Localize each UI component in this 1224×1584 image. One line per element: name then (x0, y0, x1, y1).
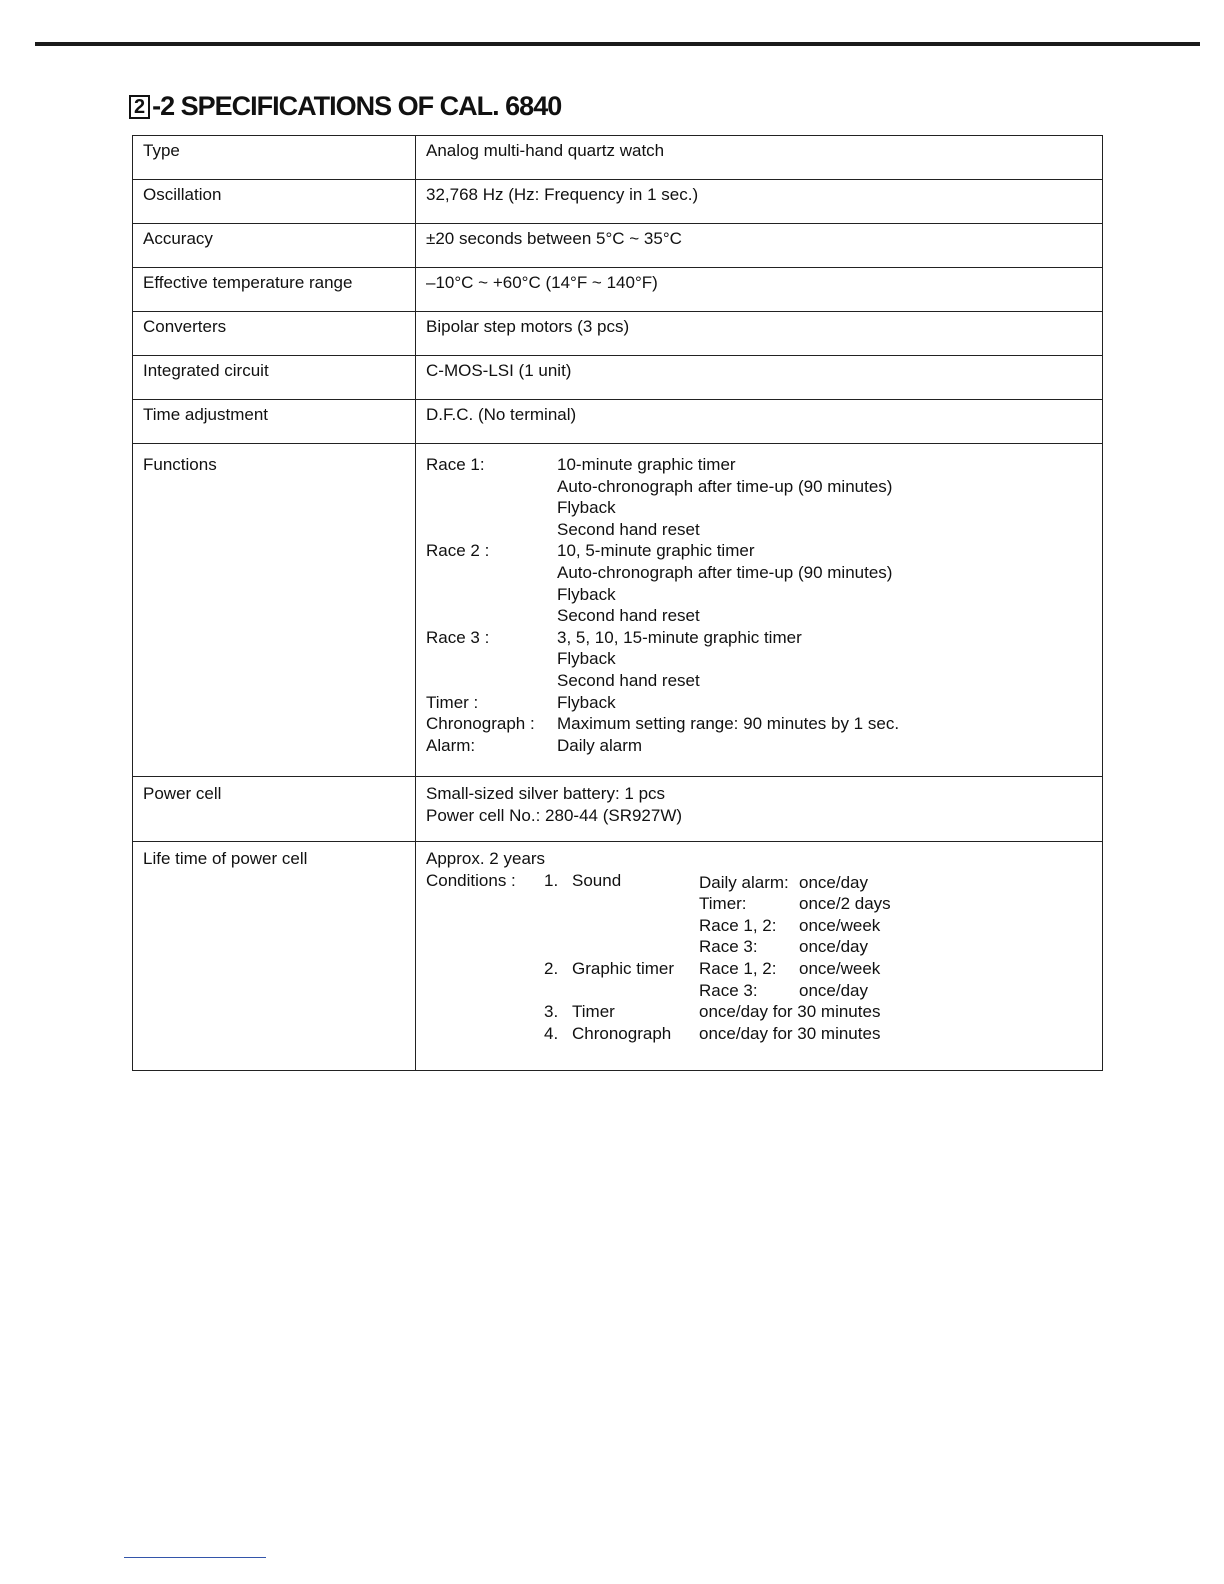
power-cell-line: Small-sized silver battery: 1 pcs (426, 784, 666, 803)
spec-label: Life time of power cell (133, 842, 416, 1071)
spec-label: Oscillation (133, 180, 416, 224)
condition-frequency: once/week (799, 915, 881, 935)
condition-target: Race 1, 2: (699, 915, 777, 935)
spec-row-temperature (133, 268, 1103, 312)
spec-label: Functions (133, 444, 416, 777)
function-item: 10-minute graphic timer (557, 455, 736, 474)
function-group-label: Race 2 : (426, 541, 490, 561)
function-group-label: Race 3 : (426, 627, 490, 647)
condition-name: Timer (572, 1002, 615, 1022)
condition-target: Race 3: (699, 937, 758, 957)
function-item: Second hand reset (557, 519, 700, 539)
condition-frequency: once/day for 30 minutes (699, 1023, 881, 1043)
spec-value: Bipolar step motors (3 pcs) (416, 312, 1103, 356)
spec-row-type (133, 136, 1103, 180)
condition-frequency: once/day (799, 872, 868, 892)
spec-value (416, 777, 1103, 842)
section-suffix: -2 (152, 91, 175, 121)
condition-frequency: once/week (799, 958, 881, 978)
spec-label: Integrated circuit (133, 356, 416, 400)
function-item: Second hand reset (557, 670, 700, 690)
condition-number: 3. (544, 1002, 559, 1022)
condition-frequency: once/day (799, 980, 868, 1000)
function-item: Second hand reset (557, 606, 700, 626)
power-cell-line: Power cell No.: 280-44 (SR927W) (426, 805, 683, 825)
function-item: Flyback (557, 584, 616, 604)
top-rule (35, 42, 1200, 46)
spec-row-life-time (133, 842, 1103, 1071)
spec-table (132, 135, 1103, 1071)
function-group (426, 713, 1092, 735)
spec-row-accuracy (133, 224, 1103, 268)
function-item: Flyback (557, 692, 616, 712)
condition-frequency: once/2 days (799, 894, 891, 914)
condition-name: Sound (572, 870, 622, 890)
spec-value: D.F.C. (No terminal) (416, 400, 1103, 444)
section-title: SPECIFICATIONS OF CAL. 6840 (180, 91, 562, 121)
function-group-label: Timer : (426, 692, 479, 712)
function-group-label: Chronograph : (426, 714, 535, 734)
condition-item (544, 1023, 891, 1045)
spec-row-converters (133, 312, 1103, 356)
function-group-label: Alarm: (426, 735, 476, 755)
function-item: 3, 5, 10, 15-minute graphic timer (557, 627, 802, 647)
function-group (426, 627, 1092, 692)
conditions-label: Conditions : (426, 870, 516, 890)
spec-value: 32,768 Hz (Hz: Frequency in 1 sec.) (416, 180, 1103, 224)
function-item: Auto-chronograph after time-up (90 minutes) (557, 476, 893, 496)
spec-value (416, 842, 1103, 1071)
condition-number: 1. (544, 870, 559, 890)
spec-value: –10°C ~ +60°C (14°F ~ 140°F) (416, 268, 1103, 312)
spec-label: Power cell (133, 777, 416, 842)
spec-row-power-cell (133, 777, 1103, 842)
condition-name: Graphic timer (572, 958, 675, 978)
spec-value: Analog multi-hand quartz watch (416, 136, 1103, 180)
function-group (426, 454, 1092, 540)
condition-item (544, 870, 891, 958)
spec-row-time-adjustment (133, 400, 1103, 444)
condition-target: Race 1, 2: (699, 958, 777, 978)
condition-frequency: once/day (799, 937, 868, 957)
spec-value: C-MOS-LSI (1 unit) (416, 356, 1103, 400)
condition-number: 2. (544, 958, 559, 978)
function-item: Daily alarm (557, 735, 643, 755)
life-approx: Approx. 2 years (426, 849, 546, 868)
condition-target: Timer: (699, 894, 747, 914)
function-group (426, 540, 1092, 626)
spec-row-ic (133, 356, 1103, 400)
spec-label: Effective temperature range (133, 268, 416, 312)
function-item: Flyback (557, 649, 616, 669)
function-item: Auto-chronograph after time-up (90 minutes) (557, 562, 893, 582)
condition-name: Chronograph (572, 1023, 672, 1043)
section-number: 2 (129, 95, 150, 119)
function-item: 10, 5-minute graphic timer (557, 541, 755, 561)
spec-row-functions (133, 444, 1103, 777)
functions-list (416, 444, 1103, 777)
function-group-label: Race 1: (426, 455, 485, 474)
function-item: Flyback (557, 498, 616, 518)
spec-label: Time adjustment (133, 400, 416, 444)
spec-label: Converters (133, 312, 416, 356)
function-group (426, 735, 1092, 757)
footer-rule (124, 1557, 266, 1558)
condition-item (544, 958, 891, 1001)
page-title (129, 89, 561, 123)
condition-frequency: once/day for 30 minutes (699, 1002, 881, 1022)
spec-row-oscillation (133, 180, 1103, 224)
condition-item (544, 1001, 891, 1023)
condition-number: 4. (544, 1023, 559, 1043)
function-group (426, 692, 1092, 714)
conditions-block (426, 870, 1092, 1045)
function-item: Maximum setting range: 90 minutes by 1 sec. (557, 714, 900, 734)
condition-target: Daily alarm: (699, 872, 789, 892)
condition-target: Race 3: (699, 980, 758, 1000)
spec-label: Accuracy (133, 224, 416, 268)
spec-label: Type (133, 136, 416, 180)
spec-value: ±20 seconds between 5°C ~ 35°C (416, 224, 1103, 268)
